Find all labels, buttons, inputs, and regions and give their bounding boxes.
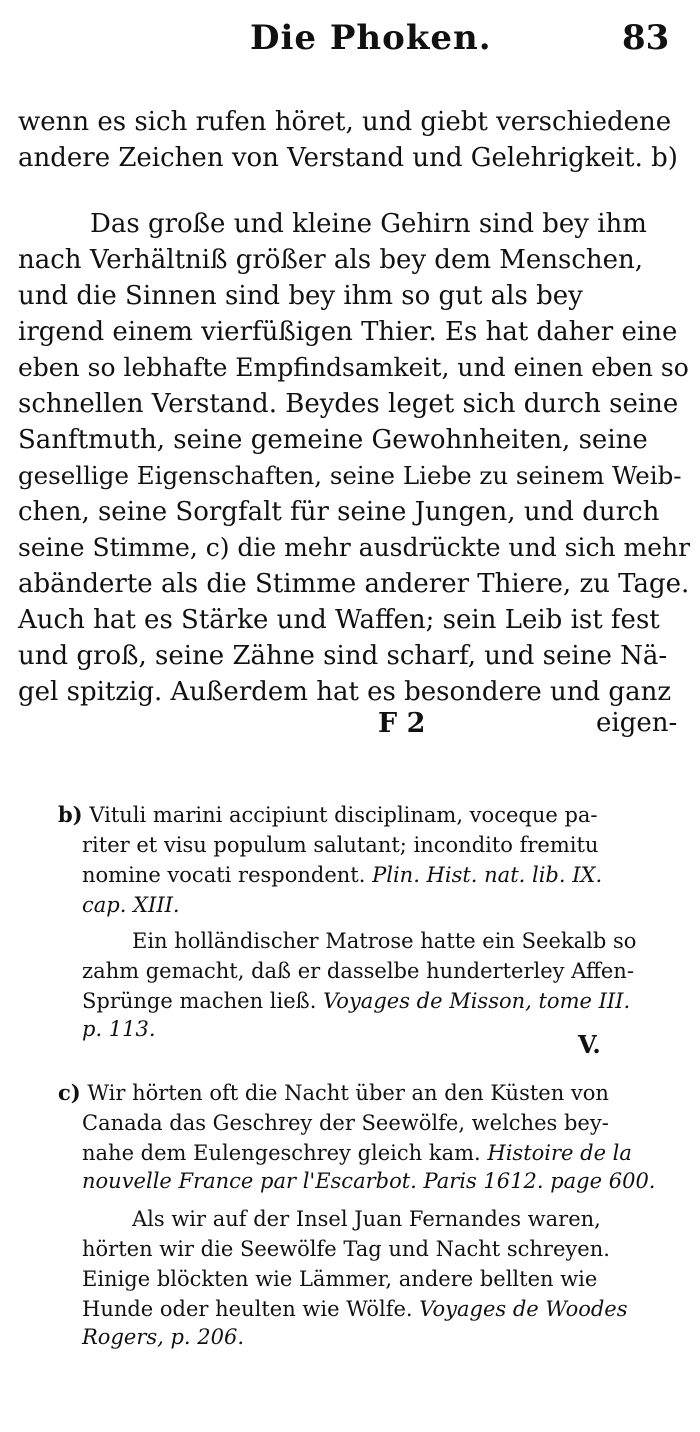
footnote-b-line: Ein holländischer Matrose hatte ein Seekalb so (132, 929, 637, 953)
body-line: andere Zeichen von Verstand und Gelehrigkeit. b) (18, 143, 678, 173)
footnote-b-german: Sprünge machen ließ. (82, 989, 317, 1013)
footnote-b-mark: b) (58, 802, 83, 827)
footnote-b-citation: Plin. Hist. nat. lib. IX. (372, 863, 603, 887)
footnote-c-text: Wir hörten oft die Nacht über an den Küsten von (87, 1081, 609, 1105)
body-line: Das große und kleine Gehirn sind bey ihm (90, 209, 647, 239)
body-line: und die Sinnen sind bey ihm so gut als bey (18, 281, 583, 311)
footnote-b-latin: nomine vocati respondent. (82, 863, 366, 887)
signature-mark-v: V. (578, 1030, 601, 1059)
body-line: gel spitzig. Außerdem hat es besondere und ganz (18, 677, 672, 707)
footnote-b-citation: Voyages de Misson, tome III. (323, 989, 631, 1013)
body-line: schnellen Verstand. Beydes leget sich durch seine (18, 389, 679, 419)
footnote-c-citation: Histoire de la (487, 1141, 632, 1165)
body-line: gesellige Eigenschaften, seine Liebe zu seinem Weib- (18, 461, 682, 490)
footnote-b-line (82, 986, 630, 1016)
footnote-b-citation-cont: p. 113. (82, 1017, 156, 1041)
body-line: seine Stimme, c) die mehr ausdrückte und sich mehr (18, 533, 691, 562)
catchword: eigen- (596, 708, 678, 738)
running-head-title: Die Phoken. (250, 18, 492, 58)
body-line: irgend einem vierfüßigen Thier. Es hat daher eine (18, 317, 678, 347)
footnote-b-line (82, 860, 602, 890)
footnote-c-citation-cont: Rogers, p. 206. (82, 1325, 245, 1349)
footnote-b-latin: Vituli marini accipiunt disciplinam, voceque pa- (89, 803, 598, 827)
body-line: Auch hat es Stärke und Waffen; sein Leib ist fest (18, 605, 660, 635)
footnote-c-line: Einige blöckten wie Lämmer, andere bellten wie (82, 1267, 598, 1291)
footnote-c-line (82, 1294, 628, 1324)
footnote-c-line: Canada das Geschrey der Seewölfe, welches bey- (82, 1111, 609, 1135)
body-line: abänderte als die Stimme anderer Thiere, zu Tage. (18, 569, 690, 599)
footnote-b-line: zahm gemacht, daß er dasselbe hunderterley Affen- (82, 959, 634, 983)
body-line: Sanftmuth, seine gemeine Gewohnheiten, seine (18, 425, 648, 455)
body-line: wenn es sich rufen höret, und giebt verschiedene (18, 107, 672, 137)
footnote-c-line: Als wir auf der Insel Juan Fernandes waren, (132, 1207, 601, 1231)
body-line: und groß, seine Zähne sind scharf, und seine Nä- (18, 641, 668, 671)
footnote-c-mark: c) (58, 1080, 81, 1105)
footnote-b-citation-cont: cap. XIII. (82, 893, 180, 917)
footnote-b-line: riter et visu populum salutant; incondito fremitu (82, 833, 599, 857)
footnote-c-citation-cont: nouvelle France par l'Escarbot. Paris 1612. page 600. (82, 1169, 656, 1193)
footnote-b-line (58, 800, 598, 830)
footnote-c-text: Hunde oder heulten wie Wölfe. (82, 1297, 413, 1321)
footnote-c-line (82, 1138, 632, 1168)
footnote-c-text: nahe dem Eulengeschrey gleich kam. (82, 1141, 481, 1165)
footnote-c-line: hörten wir die Seewölfe Tag und Nacht schreyen. (82, 1237, 610, 1261)
footnote-c-citation: Voyages de Woodes (419, 1297, 628, 1321)
body-line: nach Verhältniß größer als bey dem Menschen, (18, 245, 644, 275)
footnote-c-line (58, 1078, 609, 1108)
page-number: 83 (622, 18, 670, 58)
signature-mark: F 2 (378, 708, 426, 739)
body-line: chen, seine Sorgfalt für seine Jungen, und durch (18, 497, 660, 527)
body-line: eben so lebhafte Empfindsamkeit, und einen eben so (18, 353, 689, 382)
